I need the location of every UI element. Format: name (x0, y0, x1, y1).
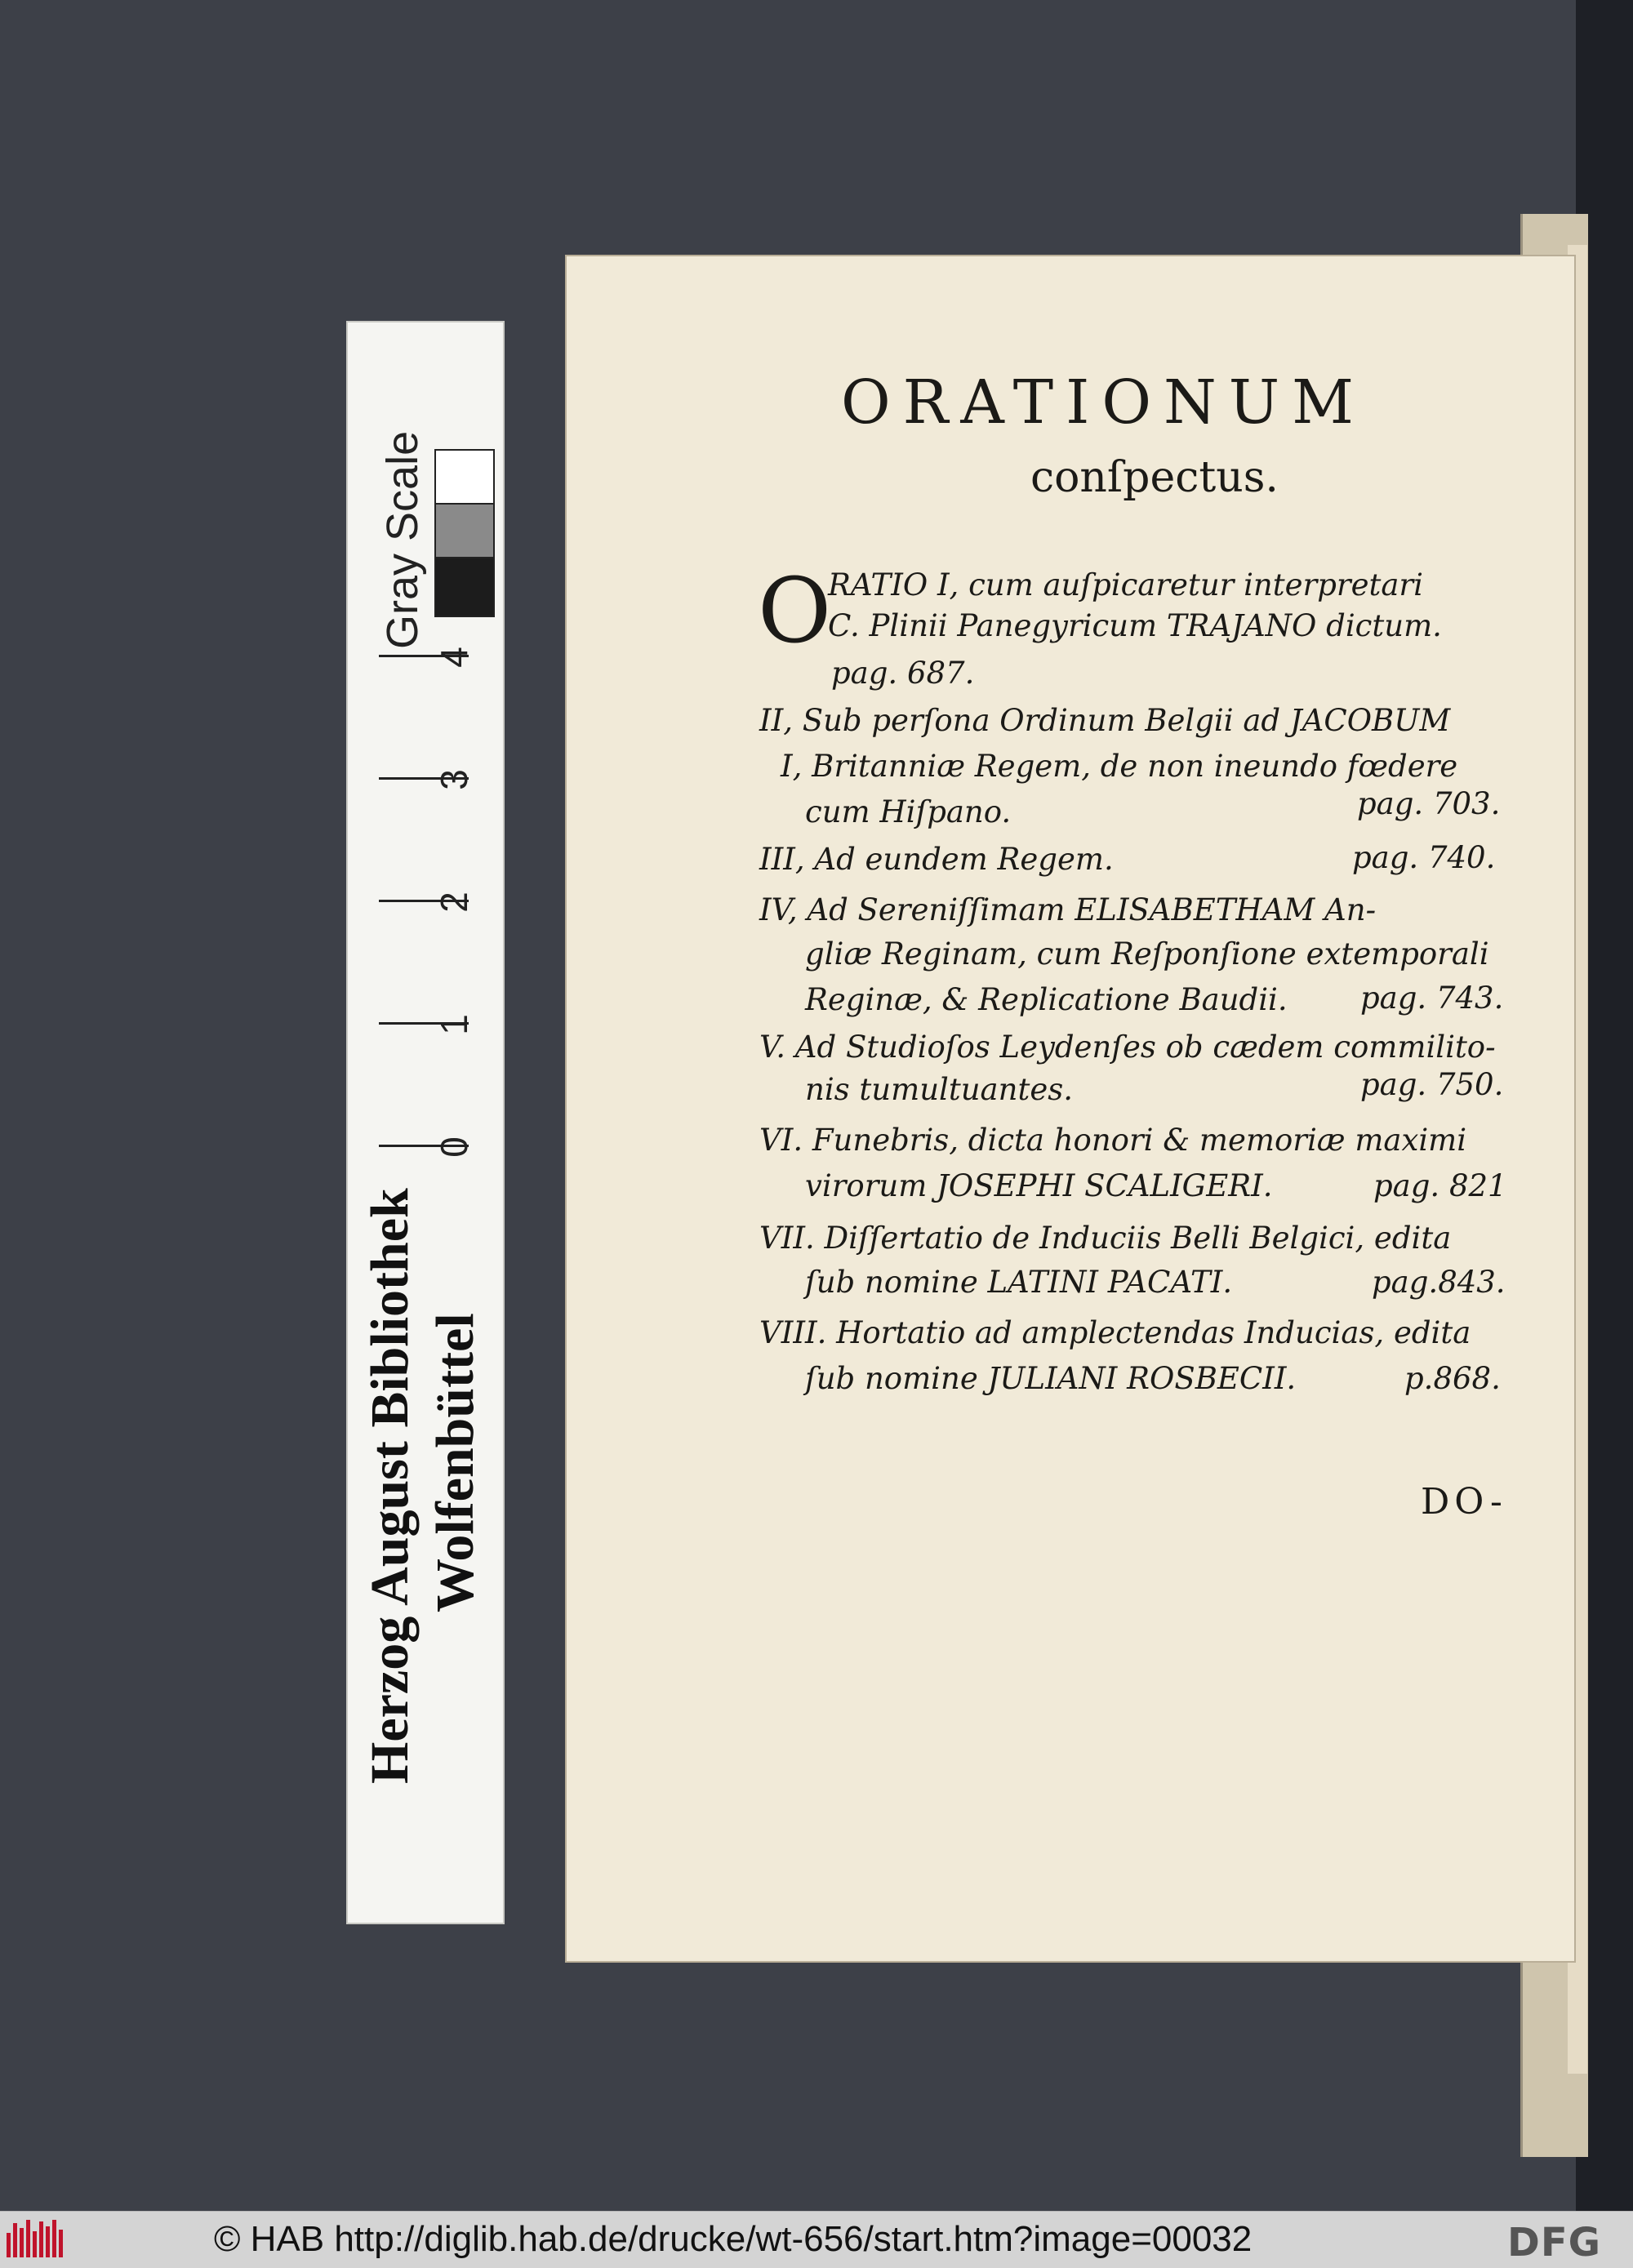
toc-line: cum Hiſpano. (805, 794, 1012, 829)
toc-line: ſub nomine LATINI PACATI. (805, 1265, 1233, 1300)
toc-line: VIII. Hortatio ad amplectendas Inducias, edita (759, 1315, 1471, 1350)
ruler-number: 1 (433, 1014, 475, 1035)
page-title: ORATIONUM (841, 367, 1366, 438)
gray-swatch-white (434, 449, 495, 505)
toc-line: C. Plinii Panegyricum TRAJANO dictum. (828, 608, 1442, 643)
toc-line: V. Ad Studioſos Leydenſes ob cædem commilito- (759, 1029, 1496, 1065)
ruler-number: 0 (433, 1136, 475, 1158)
catchword: DO- (1421, 1481, 1507, 1523)
institution-name-line1: Herzog August Bibliothek (360, 1188, 420, 1784)
toc-line: I, Britanniæ Regem, de non ineundo fœdere (781, 749, 1458, 784)
toc-line: III, Ad eundem Regem. (759, 842, 1114, 877)
toc-line: RATIO I, cum auſpicaretur interpretari (828, 567, 1423, 603)
toc-page-ref: pag.843. (1372, 1265, 1506, 1300)
toc-page-ref: pag. 740. (1352, 840, 1496, 875)
institution-name-line2: Wolfenbüttel (425, 1313, 485, 1612)
toc-line: VII. Diſſertatio de Induciis Belli Belgici, edita (759, 1221, 1452, 1256)
ruler-number: 2 (433, 892, 475, 913)
footer-copyright-link[interactable]: © HAB http://diglib.hab.de/drucke/wt-656/start.htm?image=00032 (214, 2219, 1253, 2259)
toc-line: Reginæ, & Replicatione Baudii. (805, 982, 1288, 1017)
ruler-number: 3 (433, 769, 475, 790)
toc-line: nis tumultuantes. (805, 1072, 1073, 1107)
toc-page-ref: pag. 703. (1357, 786, 1501, 821)
toc-line: II, Sub perſona Ordinum Belgii ad JACOBUM (759, 703, 1451, 738)
page-subtitle: conſpectus. (1030, 453, 1279, 502)
toc-page-ref: pag. 750. (1360, 1067, 1504, 1102)
toc-page-ref: pag. 821 (1373, 1168, 1507, 1203)
gray-swatch-black (434, 557, 495, 617)
book-page (565, 255, 1576, 1963)
toc-line: pag. 687. (831, 656, 975, 691)
toc-line: VI. Funebris, dicta honori & memoriæ maximi (759, 1123, 1467, 1158)
toc-line: virorum JOSEPHI SCALIGERI. (805, 1168, 1273, 1203)
toc-line: gliæ Reginam, cum Reſponſione extemporali (805, 936, 1489, 972)
gray-swatch-mid (434, 503, 495, 558)
footer-bar (0, 2211, 1633, 2268)
toc-page-ref: p.868. (1404, 1361, 1501, 1396)
ruler-number: 4 (433, 647, 475, 668)
toc-line: ſub nomine JULIANI ROSBECII. (805, 1361, 1297, 1396)
gray-scale-ruler (346, 321, 505, 1924)
drop-cap: O (758, 558, 832, 663)
gray-scale-label: Gray Scale (378, 430, 427, 649)
dfg-logo: DFG (1507, 2220, 1602, 2266)
toc-page-ref: pag. 743. (1360, 981, 1504, 1016)
toc-line: IV, Ad Sereniſſimam ELISABETHAM An- (759, 892, 1377, 927)
hab-barcode-logo-icon (5, 2218, 69, 2261)
